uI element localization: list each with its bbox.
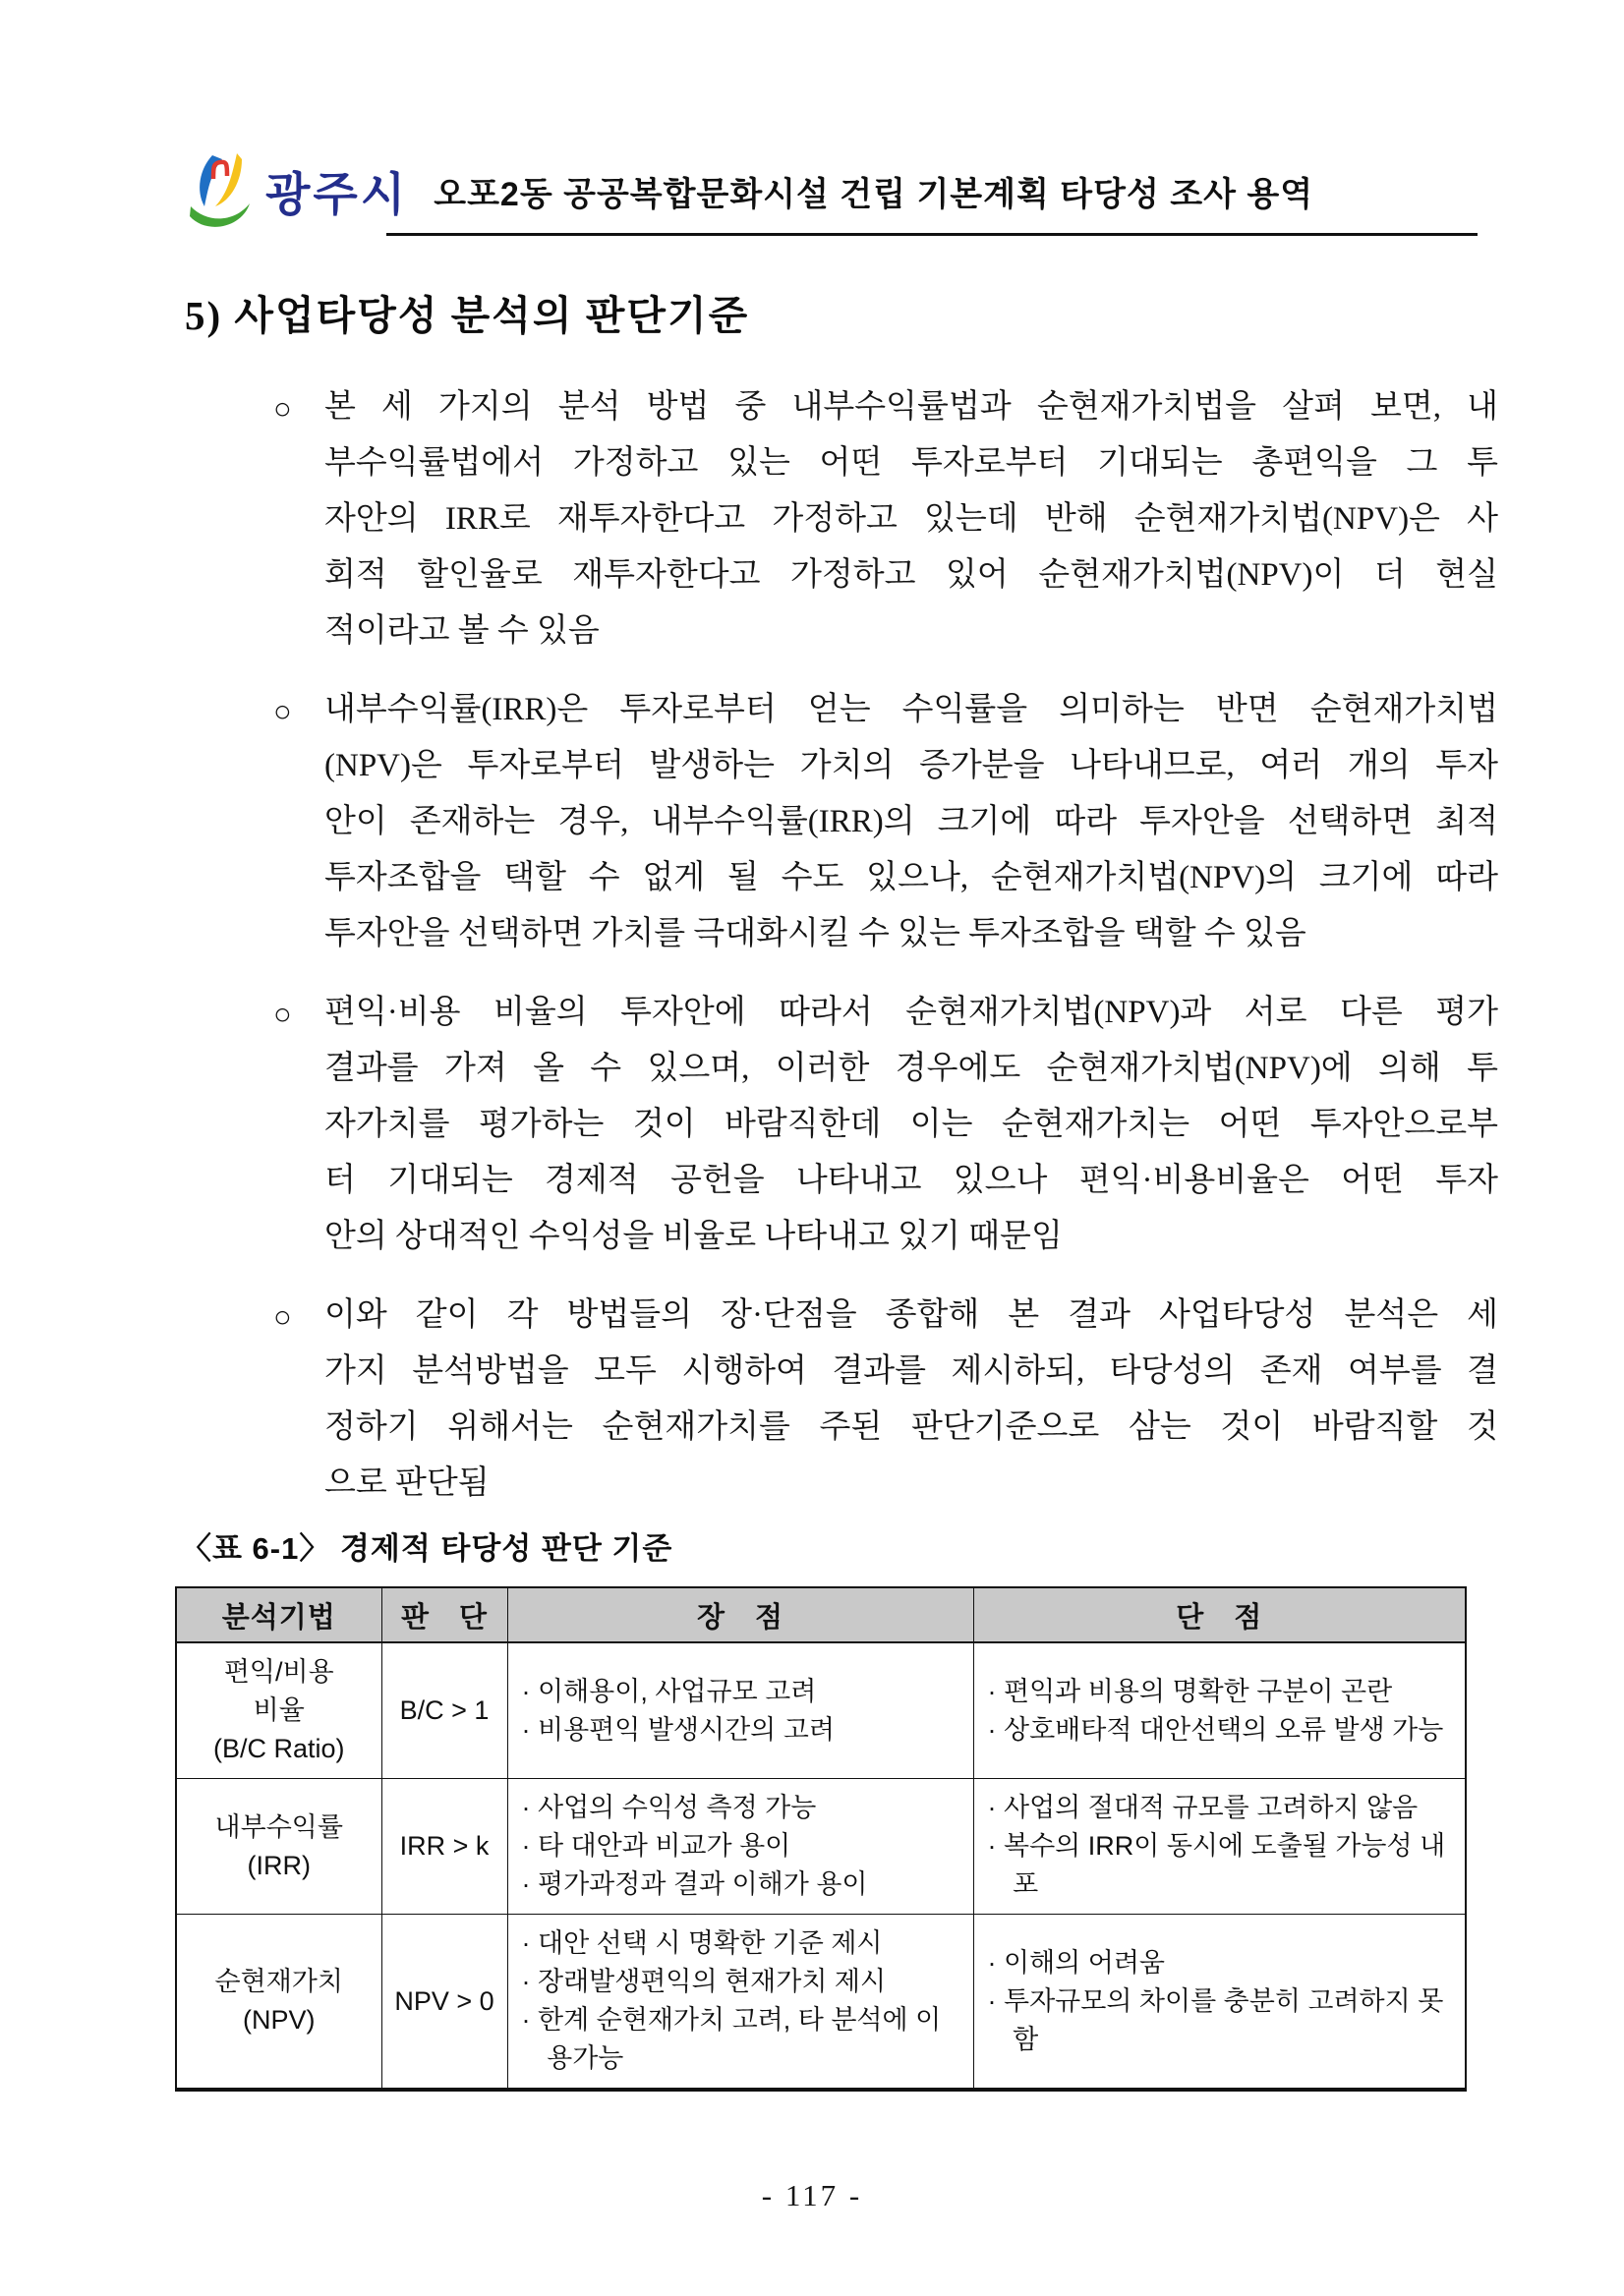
bullet-list (273, 379, 1498, 1534)
bullet-paragraph-3 (273, 985, 1498, 1265)
paragraph-line: 적이라고 볼 수 있음 (324, 613, 600, 649)
cell-pros (507, 1642, 973, 1779)
paragraph-line: 부수익률법에서 가정하고 있는 어떤 투자로부터 기대되는 총편익을 그 투 (324, 445, 1498, 481)
paragraph-line: 투자안을 선택하면 가치를 극대화시킬 수 있는 투자조합을 택할 수 있음 (324, 916, 1306, 951)
paragraph-line: 본 세 가지의 분석 방법 중 내부수익률법과 순현재가치법을 살펴 보면, 내 (324, 389, 1498, 425)
method-line: 내부수익률 (214, 1811, 343, 1842)
cell-pros (507, 1915, 973, 2091)
cell-cons (973, 1779, 1466, 1915)
paragraph-line: 자안의 IRR로 재투자한다고 가정하고 있는데 반해 순현재가치법(NPV)은 사 (324, 501, 1498, 537)
header-title: 오포2동 공공복합문화시설 건립 기본계획 타당성 조사 용역 (434, 175, 1314, 213)
cons-item: · 편익과 비용의 명확한 구분이 곤란 (987, 1676, 1393, 1706)
paragraph-line: 내부수익률(IRR)은 투자로부터 얻는 수익률을 의미하는 반면 순현재가치법 (324, 692, 1498, 727)
bullet-paragraph-1 (273, 379, 1498, 660)
pros-item: · 이해용이, 사업규모 고려 (521, 1676, 817, 1706)
circle-bullet-icon: ○ (273, 1299, 292, 1334)
column-header-method: 분석기법 (176, 1587, 381, 1642)
cons-item: · 사업의 절대적 규모를 고려하지 않음 (987, 1793, 1419, 1822)
cell-criterion: NPV > 0 (381, 1915, 507, 2091)
cell-criterion: IRR > k (381, 1779, 507, 1915)
pros-item: · 장래발생편익의 현재가치 제시 (521, 1967, 887, 1996)
paragraph-line: 편익·비용 비율의 투자안에 따라서 순현재가치법(NPV)과 서로 다른 평가 (324, 995, 1498, 1030)
paragraph-line: 안의 상대적인 수익성을 비율로 나타내고 있기 때문임 (324, 1219, 1063, 1254)
column-header-cons: 단 점 (973, 1587, 1466, 1642)
method-line: 순현재가치 (214, 1967, 343, 1996)
cons-item: · 이해의 어려움 (987, 1947, 1165, 1978)
cell-pros (507, 1779, 973, 1915)
pros-item: · 한계 순현재가치 고려, 타 분석에 이용가능 (521, 2005, 942, 2073)
method-line: (IRR) (247, 1850, 311, 1880)
pros-item: · 비용편익 발생시간의 고려 (521, 1714, 835, 1745)
cell-cons (973, 1642, 1466, 1779)
paragraph-line: 결과를 가져 올 수 있으며, 이러한 경우에도 순현재가치법(NPV)에 의해 투 (324, 1051, 1498, 1086)
header-underline (386, 233, 1478, 236)
cell-cons (973, 1915, 1466, 2091)
paragraph-line: 자가치를 평가하는 것이 바람직한데 이는 순현재가치는 어떤 투자안으로부 (324, 1107, 1498, 1142)
table-header-row (176, 1587, 1466, 1642)
logo-text: 광주시 (265, 167, 409, 220)
table-row (176, 1915, 1466, 2091)
pros-item: · 사업의 수익성 측정 가능 (521, 1793, 817, 1822)
method-line: (NPV) (243, 2005, 316, 2035)
cons-item: · 복수의 IRR이 동시에 도출될 가능성 내포 (987, 1831, 1446, 1899)
bullet-paragraph-4 (273, 1288, 1498, 1512)
paragraph-line: 터 기대되는 경제적 공헌을 나타내고 있으나 편익·비용비율은 어떤 투자 (324, 1163, 1498, 1198)
table-row (176, 1779, 1466, 1915)
method-line: 비율 (253, 1695, 305, 1725)
gwangju-city-logo-icon (183, 149, 261, 232)
paragraph-line: 안이 존재하는 경우, 내부수익률(IRR)의 크기에 따라 투자안을 선택하면 최적 (324, 804, 1498, 839)
paragraph-line: 회적 할인율로 재투자한다고 가정하고 있어 순현재가치법(NPV)이 더 현실 (324, 557, 1498, 593)
section-title: 5) 사업타당성 분석의 판단기준 (185, 293, 750, 338)
paragraph-line: (NPV)은 투자로부터 발생하는 가치의 증가분을 나타내므로, 여러 개의 투자 (324, 748, 1498, 783)
table-row (176, 1642, 1466, 1779)
paragraph-line: 투자조합을 택할 수 없게 될 수도 있으나, 순현재가치법(NPV)의 크기에 따라 (324, 860, 1498, 895)
cell-criterion: B/C > 1 (381, 1642, 507, 1779)
column-header-pros: 장 점 (507, 1587, 973, 1642)
table-caption: 〈표 6-1〉 경제적 타당성 판단 기준 (181, 1531, 673, 1566)
page-number: - 117 - (761, 2178, 863, 2212)
cons-item: · 상호배타적 대안선택의 오류 발생 가능 (987, 1714, 1444, 1745)
circle-bullet-icon: ○ (273, 694, 292, 728)
document-header (183, 147, 1313, 234)
bullet-paragraph-2 (273, 682, 1498, 962)
method-line: 편익/비용 (223, 1657, 334, 1687)
paragraph-line: 가지 분석방법을 모두 시행하여 결과를 제시하되, 타당성의 존재 여부를 결 (324, 1353, 1498, 1389)
circle-bullet-icon: ○ (273, 391, 292, 426)
column-header-criterion: 판 단 (381, 1587, 507, 1642)
pros-item: · 대안 선택 시 명확한 기준 제시 (521, 1928, 883, 1958)
cell-method (176, 1642, 381, 1779)
cell-method (176, 1915, 381, 2091)
method-line: (B/C Ratio) (212, 1734, 345, 1763)
cell-method (176, 1779, 381, 1915)
circle-bullet-icon: ○ (273, 997, 292, 1031)
paragraph-line: 정하기 위해서는 순현재가치를 주된 판단기준으로 삼는 것이 바람직할 것 (324, 1409, 1498, 1445)
paragraph-line: 으로 판단됨 (324, 1465, 490, 1501)
paragraph-line: 이와 같이 각 방법들의 장·단점을 종합해 본 결과 사업타당성 분석은 세 (324, 1297, 1498, 1333)
pros-item: · 타 대안과 비교가 용이 (521, 1831, 791, 1861)
feasibility-criteria-table (175, 1586, 1467, 2092)
pros-item: · 평가과정과 결과 이해가 용이 (521, 1869, 868, 1899)
cons-item: · 투자규모의 차이를 충분히 고려하지 못함 (987, 1985, 1444, 2054)
